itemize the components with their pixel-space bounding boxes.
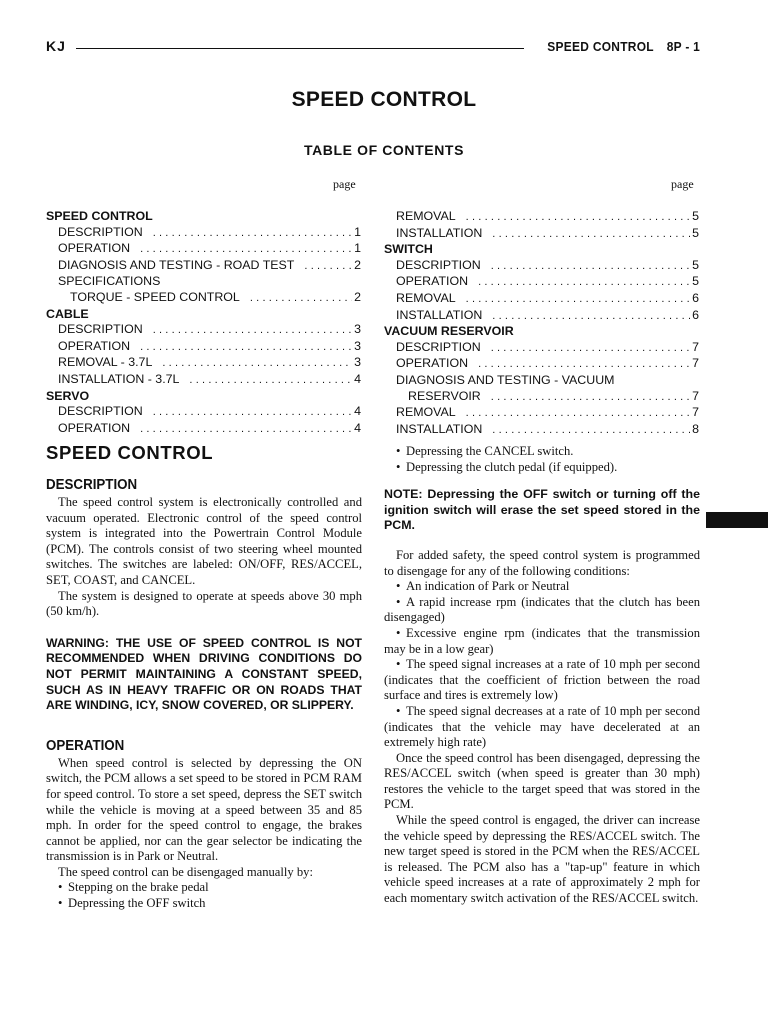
header-section	[547, 39, 700, 54]
toc-page-number: 7	[692, 339, 699, 354]
bullet-icon: •	[396, 444, 401, 458]
toc-entry-label: CABLE	[46, 306, 89, 321]
toc-leader-dots	[492, 309, 690, 325]
toc-entry-label: RESERVOIR	[408, 388, 481, 403]
toc-entry	[384, 226, 699, 243]
description-heading: DESCRIPTION	[46, 477, 138, 493]
toc-entry	[46, 355, 361, 372]
list-item: • The speed signal increases at a rate of 10 mph per second (indicates that the coefficient of friction between the road surface and tires is extremely low)	[384, 657, 700, 703]
safety-paragraph: For added safety, the speed control system is programmed to disengage for any of the following conditions:	[384, 547, 700, 578]
toc-entry	[46, 404, 361, 421]
toc-entry	[46, 290, 361, 307]
toc-page-label-left: page	[333, 177, 356, 191]
toc-leader-dots	[466, 406, 690, 422]
header-section-title: SPEED CONTROL	[547, 38, 654, 54]
list-item: • Stepping on the brake pedal	[58, 880, 209, 895]
toc-leader-dots	[466, 210, 690, 226]
toc-entry-label: TORQUE - SPEED CONTROL	[70, 289, 240, 304]
operation-heading: OPERATION	[46, 737, 125, 754]
toc-leader-dots	[189, 373, 352, 389]
toc-entry	[384, 389, 699, 406]
toc-leader-dots	[162, 356, 352, 372]
section-thumb-tab	[706, 512, 768, 528]
body-right-column	[384, 444, 700, 907]
list-item: • Depressing the CANCEL switch.	[396, 444, 574, 458]
toc-entry-label: DESCRIPTION	[396, 339, 481, 354]
list-item: • Depressing the OFF switch	[58, 896, 206, 911]
toc-page-number: 7	[692, 388, 699, 403]
toc-group-heading	[384, 242, 699, 258]
toc-entry-label: DESCRIPTION	[396, 257, 481, 272]
list-item: • A rapid increase rpm (indicates that the clutch has been disengaged)	[384, 594, 700, 625]
toc-entry	[46, 339, 361, 356]
toc-entry-label: SPEED CONTROL	[46, 209, 153, 223]
toc-entry-label: SWITCH	[384, 242, 433, 257]
toc-entry	[384, 422, 699, 439]
warning-text: WARNING: THE USE OF SPEED CONTROL IS NOT RECOMMENDED WHEN DRIVING CONDITIONS DO NOT PERMIT MAINTAINING A CONSTANT SPEED, SUCH AS IN HEAVY TRAFFIC OR ON ROADS THAT ARE WINDING, ICY, SNOW COVERED, OR SLIPPERY.	[46, 635, 362, 713]
accel-paragraph: While the speed control is engaged, the driver can increase the vehicle speed by depressing the RES/ACCEL switch. The new target speed is stored in the PCM when the RES/ACCEL is released. The PCM also has a "tap-up" feature in which vehicle speed increases at a rate of approximately 2 mph for each momentary switch activation of the RES/ACCEL switch.	[384, 813, 700, 906]
page-header	[46, 36, 700, 56]
bullet-icon: •	[58, 880, 63, 895]
toc-page-number: 6	[692, 290, 699, 305]
toc-leader-dots	[491, 341, 690, 357]
toc-entry	[384, 405, 699, 422]
toc-page-number: 6	[692, 307, 699, 322]
toc-leader-dots	[304, 259, 352, 275]
toc-leader-dots	[140, 340, 352, 356]
toc-group-heading	[384, 324, 699, 340]
toc-entry-label: DESCRIPTION	[58, 404, 143, 419]
toc-leader-dots	[140, 422, 352, 438]
toc-page-number: 7	[692, 405, 699, 420]
toc-page-number: 5	[692, 209, 699, 223]
toc-entry-label: DIAGNOSIS AND TESTING - VACUUM	[396, 372, 615, 387]
toc-entry	[46, 322, 361, 339]
toc-entry	[46, 372, 361, 389]
toc-entry	[384, 291, 699, 308]
toc-entry	[384, 209, 699, 226]
bullet-icon: •	[396, 625, 401, 640]
toc-entry-label: OPERATION	[58, 420, 131, 435]
toc-group-heading	[46, 389, 361, 405]
toc-leader-dots	[140, 242, 352, 258]
section-heading: SPEED CONTROL	[46, 442, 214, 463]
description-speed-paragraph: The system is designed to operate at speeds above 30 mph (50 km/h).	[46, 588, 362, 619]
toc-leader-dots	[491, 390, 690, 406]
toc-entry-label: INSTALLATION	[396, 421, 483, 436]
toc-page-number: 7	[692, 356, 699, 371]
bullet-icon: •	[58, 896, 63, 911]
toc-leader-dots	[492, 423, 690, 439]
toc-entry	[46, 225, 361, 242]
toc-left-column	[46, 209, 361, 437]
toc-page-number: 3	[354, 322, 361, 337]
toc-entry-label: OPERATION	[58, 338, 131, 353]
toc-leader-dots	[153, 405, 352, 421]
toc-entry	[384, 340, 699, 357]
toc-entry	[46, 241, 361, 258]
toc-entry	[46, 274, 361, 290]
toc-entry	[384, 308, 699, 325]
toc-page-number: 1	[354, 224, 361, 239]
toc-page-number: 5	[692, 257, 699, 272]
toc-right-column	[384, 209, 699, 438]
toc-group-heading	[46, 307, 361, 323]
toc-entry-label: REMOVAL - 3.7L	[58, 355, 153, 370]
resume-paragraph: Once the speed control has been disengaged, depressing the RES/ACCEL switch (when speed is greater than 30 mph) restores the vehicle to the target speed that was stored in the PCM.	[384, 750, 700, 812]
toc-group-heading	[46, 209, 361, 225]
toc-entry-label: INSTALLATION	[396, 225, 483, 240]
toc-page-number: 2	[354, 289, 361, 304]
toc-leader-dots	[466, 292, 690, 308]
toc-leader-dots	[153, 323, 352, 339]
toc-entry-label: REMOVAL	[396, 209, 456, 223]
toc-entry	[384, 373, 699, 389]
toc-page-number: 1	[354, 241, 361, 256]
toc-entry	[384, 258, 699, 275]
toc-page-number: 8	[692, 421, 699, 436]
list-item: • The speed signal decreases at a rate of 10 mph per second (indicates that the vehicle may have decelerated at an extremely high rate)	[384, 703, 700, 750]
toc-leader-dots	[250, 291, 352, 307]
list-item: • An indication of Park or Neutral	[396, 579, 570, 594]
toc-page-number: 2	[354, 257, 361, 272]
toc-entry-label: INSTALLATION	[396, 307, 483, 322]
toc-entry-label: REMOVAL	[396, 290, 456, 305]
toc-page-number: 5	[692, 274, 699, 289]
toc-page-number: 3	[354, 355, 361, 370]
page-title: SPEED CONTROL	[291, 88, 477, 111]
toc-entry	[46, 258, 361, 275]
body-left-column	[46, 442, 362, 912]
model-code: KJ	[46, 38, 66, 54]
toc-entry-label: OPERATION	[396, 356, 469, 371]
toc-entry-label: SPECIFICATIONS	[58, 274, 161, 289]
note-text: NOTE: Depressing the OFF switch or turning off the ignition switch will erase the set speed stored in the PCM.	[384, 487, 700, 533]
toc-leader-dots	[492, 227, 690, 243]
toc-leader-dots	[478, 357, 690, 373]
toc-entry-label: VACUUM RESERVOIR	[384, 324, 514, 339]
header-rule	[76, 48, 524, 49]
toc-page-number: 4	[354, 404, 361, 419]
toc-entry-label: OPERATION	[58, 241, 131, 256]
toc-page-number: 4	[354, 371, 361, 386]
toc-entry-label: DESCRIPTION	[58, 322, 143, 337]
toc-page-number: 3	[354, 338, 361, 353]
operation-paragraph: When speed control is selected by depressing the ON switch, the PCM allows a set speed to be stored in PCM RAM for speed control. To store a set speed, depress the SET switch while the vehicle is moving at a speed between 35 and 85 mph. In order for the speed control to engage, the brakes cannot be applied, nor can the gear selector be indicating the transmission is in Park or Neutral.	[46, 755, 362, 864]
list-item: • Excessive engine rpm (indicates that the transmission may be in a low gear)	[384, 625, 700, 656]
bullet-icon: •	[396, 703, 401, 718]
description-paragraph: The speed control system is electronically controlled and vacuum operated. Electronic control of the speed control system is integrated into the Powertrain Control Module (PCM). The controls consist of two steering wheel mounted switches. The switches are labeled: ON/OFF, RES/ACCEL, SET, COAST, and CANCEL.	[46, 495, 362, 587]
toc-leader-dots	[491, 259, 690, 275]
disengage-intro: The speed control can be disengaged manually by:	[58, 864, 313, 879]
toc-entry-label: SERVO	[46, 388, 90, 403]
bullet-icon: •	[396, 459, 401, 474]
toc-page-label-right: page	[671, 177, 694, 191]
header-page-number: 8P - 1	[666, 38, 700, 54]
toc-leader-dots	[153, 226, 352, 242]
toc-entry-label: DESCRIPTION	[58, 224, 143, 239]
toc-page-number: 5	[692, 225, 699, 240]
toc-entry-label: REMOVAL	[396, 405, 456, 420]
toc-entry-label: DIAGNOSIS AND TESTING - ROAD TEST	[58, 257, 295, 272]
toc-entry	[384, 356, 699, 373]
toc-leader-dots	[478, 275, 690, 291]
list-item: • Depressing the clutch pedal (if equipped).	[396, 459, 618, 474]
toc-page-number: 4	[354, 420, 361, 435]
bullet-icon: •	[396, 657, 401, 672]
bullet-icon: •	[396, 594, 401, 609]
toc-entry	[384, 274, 699, 291]
toc-entry-label: INSTALLATION - 3.7L	[58, 371, 180, 386]
bullet-icon: •	[396, 579, 401, 594]
toc-heading: TABLE OF CONTENTS	[303, 142, 465, 158]
toc-entry-label: OPERATION	[396, 274, 469, 289]
toc-entry	[46, 421, 361, 438]
